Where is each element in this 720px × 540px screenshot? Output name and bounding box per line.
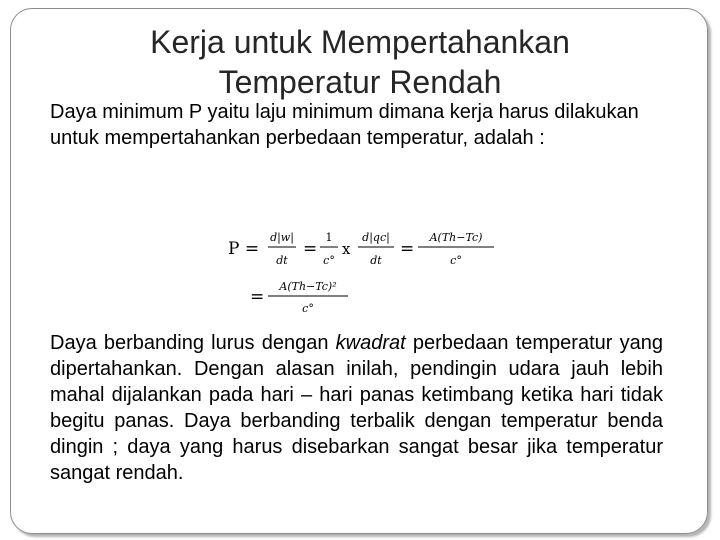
frac5-den: c° (302, 302, 314, 315)
formula-eq4: = (250, 287, 265, 307)
frac3-den: dt (370, 254, 382, 267)
frac5-num: A(Th−Tc)² (279, 280, 337, 293)
body-paragraph (50, 330, 663, 486)
formula-eq3: = (400, 239, 415, 259)
formula-eq2: = (303, 239, 318, 259)
title-line-2: Temperatur Rendah (218, 64, 502, 100)
intro-paragraph: Daya minimum P yaitu laju minimum dimana kerja harus dilakukan untuk mempertahankan perbedaan temperatur, adalah : (50, 101, 639, 149)
formula-times: x (342, 240, 351, 258)
frac4-den: c° (450, 254, 462, 267)
frac2-den: c° (323, 254, 335, 267)
body-text-post: perbedaan temperatur yang dipertahankan. Dengan alasan inilah, pendingin udara jauh lebih mahal dijalankan pada hari – hari panas ketimbang ketika hari tidak begitu panas. Daya berbanding terbalik dengan temperatur benda dingin ; daya yang harus disebarkan sangat besar jika temperatur sangat rendah. (50, 332, 663, 484)
body-text-pre: Daya berbanding lurus dengan (50, 332, 336, 354)
frac4-num: A(Th−Tc) (429, 231, 483, 244)
power-formula (228, 226, 508, 316)
frac3-num: d|qc| (362, 231, 390, 244)
slide-title (60, 22, 660, 102)
frac2-num: 1 (325, 231, 333, 244)
formula-lhs: P = (228, 239, 260, 259)
body-text-emphasis: kwadrat (335, 332, 406, 354)
title-line-1: Kerja untuk Mempertahankan (150, 24, 570, 60)
frac1-num: d|w| (270, 231, 294, 244)
frac1-den: dt (276, 254, 288, 267)
